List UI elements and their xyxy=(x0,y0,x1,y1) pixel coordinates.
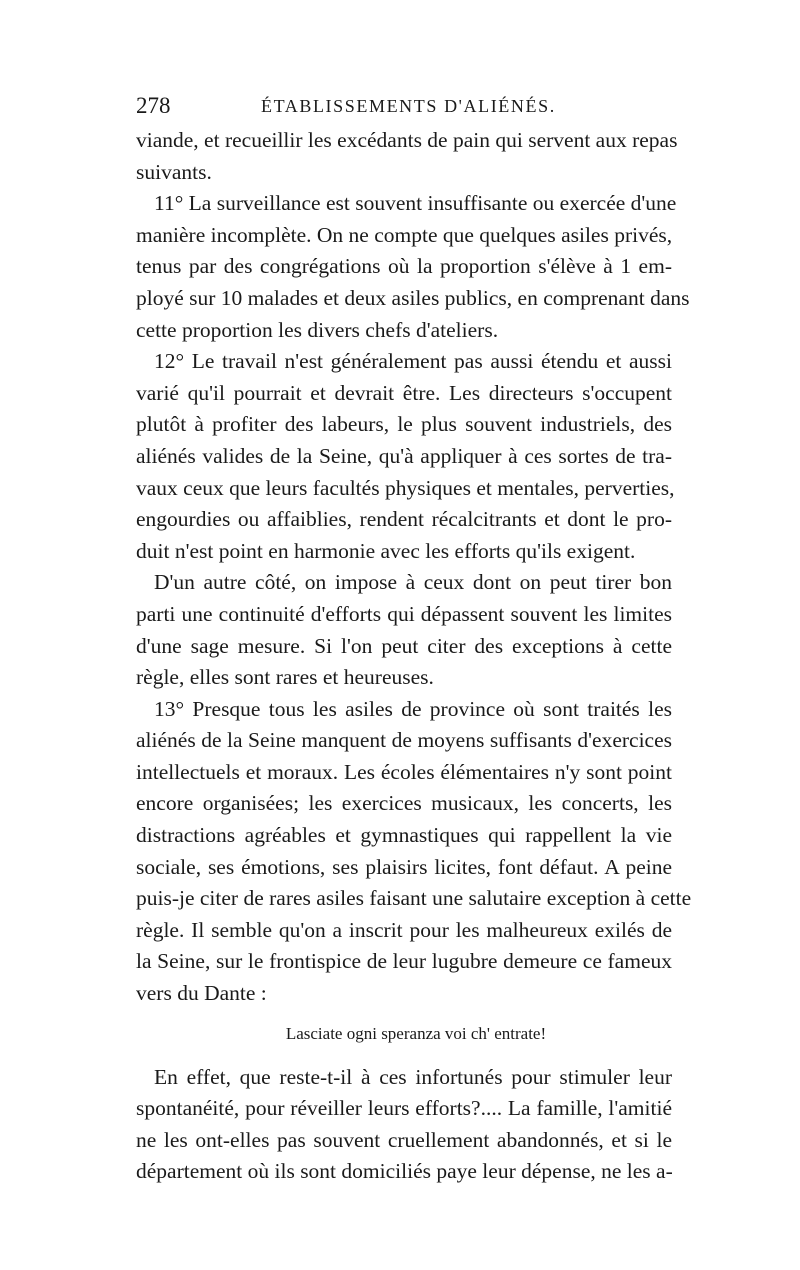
text-line: engourdies ou affaiblies, rendent récalcitrants et dont le pro- xyxy=(136,507,672,532)
text-line: vers du Dante : xyxy=(136,981,267,1006)
text-line: cette proportion les divers chefs d'ateliers. xyxy=(136,317,499,342)
text-line: spontanéité, pour réveiller leurs efforts?.... La famille, l'amitié xyxy=(136,1096,672,1121)
text-line: varié qu'il pourrait et devrait être. Les directeurs s'occupent xyxy=(136,380,672,405)
page-header xyxy=(136,93,671,121)
text-line: d'une sage mesure. Si l'on peut citer des exceptions à cette xyxy=(136,633,672,658)
dante-quote: Lasciate ogni speranza voi ch' entrate! xyxy=(285,1023,547,1043)
text-line: aliénés de la Seine manquent de moyens suffisants d'exercices xyxy=(136,728,672,753)
text-line: règle. Il semble qu'on a inscrit pour les malheureux exilés de xyxy=(136,917,672,942)
text-line: tenus par des congrégations où la proportion s'élève à 1 em- xyxy=(136,254,672,279)
text-line: sociale, ses émotions, ses plaisirs licites, font défaut. A peine xyxy=(136,854,672,879)
text-line: la Seine, sur le frontispice de leur lugubre demeure ce fameux xyxy=(136,949,672,974)
running-head: ÉTABLISSEMENTS D'ALIÉNÉS. xyxy=(261,96,556,116)
text-line: parti une continuité d'efforts qui dépassent souvent les limites xyxy=(136,601,672,626)
text-line: intellectuels et moraux. Les écoles élémentaires n'y sont point xyxy=(136,759,672,784)
text-line: ne les ont-elles pas souvent cruellement abandonnés, et si le xyxy=(136,1127,672,1152)
text-line: département où ils sont domiciliés paye leur dépense, ne les a- xyxy=(136,1159,673,1184)
text-line: plutôt à profiter des labeurs, le plus souvent industriels, des xyxy=(136,412,672,437)
text-line: règle, elles sont rares et heureuses. xyxy=(136,665,434,690)
paragraph-start: En effet, que reste-t-il à ces infortunés pour stimuler leur xyxy=(154,1064,672,1089)
text-line: distractions agréables et gymnastiques qui rappellent la vie xyxy=(136,823,672,848)
text-line: encore organisées; les exercices musicaux, les concerts, les xyxy=(136,791,672,816)
paragraph-13-start: 13° Presque tous les asiles de province où sont traités les xyxy=(154,696,672,721)
text-line: ployé sur 10 malades et deux asiles publics, en comprenant dans xyxy=(136,285,690,310)
paragraph-11-start: 11° La surveillance est souvent insuffisante ou exercée d'une xyxy=(154,191,677,216)
text-line: puis-je citer de rares asiles faisant une salutaire exception à cette xyxy=(136,886,692,911)
page-number: 278 xyxy=(136,93,171,118)
text-line: vaux ceux que leurs facultés physiques et mentales, perverties, xyxy=(136,475,675,500)
text-line: manière incomplète. On ne compte que quelques asiles privés, xyxy=(136,222,673,247)
text-line: aliénés valides de la Seine, qu'à appliquer à ces sortes de tra- xyxy=(136,443,672,468)
text-line: viande, et recueillir les excédants de pain qui servent aux repas xyxy=(136,128,678,152)
body-text xyxy=(136,125,692,1188)
text-line: duit n'est point en harmonie avec les efforts qu'ils exigent. xyxy=(136,538,636,563)
paragraph-start: D'un autre côté, on impose à ceux dont on peut tirer bon xyxy=(154,570,672,595)
paragraph-12-start: 12° Le travail n'est généralement pas aussi étendu et aussi xyxy=(154,349,672,374)
text-line: suivants. xyxy=(136,159,212,184)
